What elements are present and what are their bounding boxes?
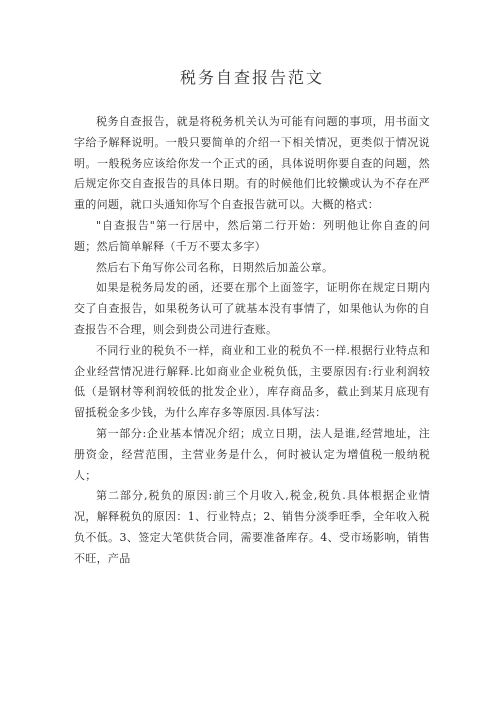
paragraph: 第二部分,税负的原因:前三个月收入,税金,税负.具体根据企业情况，解释税负的原因：1、行业特点；2、销售分淡季旺季，全年收入税负不低。3、签定大笔供货合同，需要准备库存。4、受市场影响，销售不旺，产品	[74, 489, 430, 565]
paragraph: 第一部分:企业基本情况介绍；成立日期，法人是谁,经营地址，注册资金，经营范围，主营业务是什么，何时被认定为增值税一般纳税人；	[74, 426, 430, 482]
document-body	[74, 112, 430, 570]
paragraph: 然后右下角写你公司名称，日期然后加盖公章。	[96, 260, 334, 274]
document-title: 税务自查报告范文	[179, 68, 324, 87]
paragraph: 税务自查报告，就是将税务机关认为可能有问题的事项，用书面文字给予解释说明。一般只要简单的介绍一下相关情况，更类似于情况说明。一般税务应该给你发一个正式的函，具体说明你要自查的问题，然后规定你交自查报告的具体日期。有的时候他们比较懒或认为不存在严重的问题，就口头通知你写个自查报告就可以。大概的格式：	[74, 115, 430, 212]
paragraph: "自查报告"第一行居中，然后第二行开始：列明他让你自查的问题；然后简单解释（千万不要太多字）	[74, 218, 430, 253]
paragraph: 不同行业的税负不一样，商业和工业的税负不一样.根据行业特点和企业经营情况进行解释.比如商业企业税负低，主要原因有:行业利润较低（是钢材等利润较低的批发企业），库存商品多，截止到某月底现有留抵税金多少钱，为什么库存多等原因.具体写法：	[74, 343, 430, 420]
paragraph: 如果是税务局发的函，还要在那个上面签字，证明你在规定日期内交了自查报告，如果税务认可了就基本没有事情了，如果他认为你的自查报告不合理，则会到贵公司进行查账。	[74, 281, 430, 336]
